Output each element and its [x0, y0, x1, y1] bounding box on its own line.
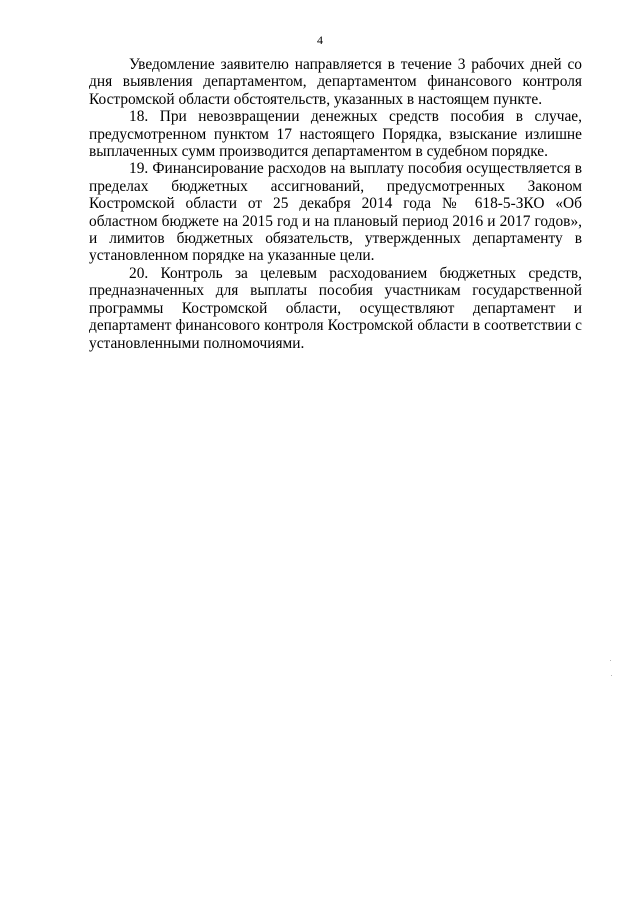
- scan-speck: [610, 660, 611, 661]
- paragraph-19: 19. Финансирование расходов на выплату пособия осуществляется в пределах бюджетных ассигнований, предусмотренных Законом Костромской области от 25 декабря 2014 года № 618-5-ЗКО «Об областном бюджете на 2015 год и на плановый период 2016 и 2017 годов», и лимитов бюджетных обязательств, утвержденных департаменту в установленном порядке на указанные цели.: [89, 160, 582, 265]
- paragraph-20: 20. Контроль за целевым расходованием бюджетных средств, предназначенных для выплаты пособия участникам государственной программы Костромской области, осуществляют департамент и департамент финансового контроля Костромской области в соответствии с установленными полномочиями.: [89, 264, 582, 352]
- paragraph-18: 18. При невозвращении денежных средств пособия в случае, предусмотренном пунктом 17 настоящего Порядка, взыскание излишне выплаченных сумм производится департаментом в судебном порядке.: [89, 108, 582, 161]
- page-number: 4: [317, 33, 323, 47]
- paragraph-notification: Уведомление заявителю направляется в течение 3 рабочих дней со дня выявления департаментом, департаментом финансового контроля Костромской области обстоятельств, указанных в настоящем пункте.: [89, 56, 582, 108]
- scan-speck: [611, 675, 612, 676]
- document-body: [89, 56, 582, 352]
